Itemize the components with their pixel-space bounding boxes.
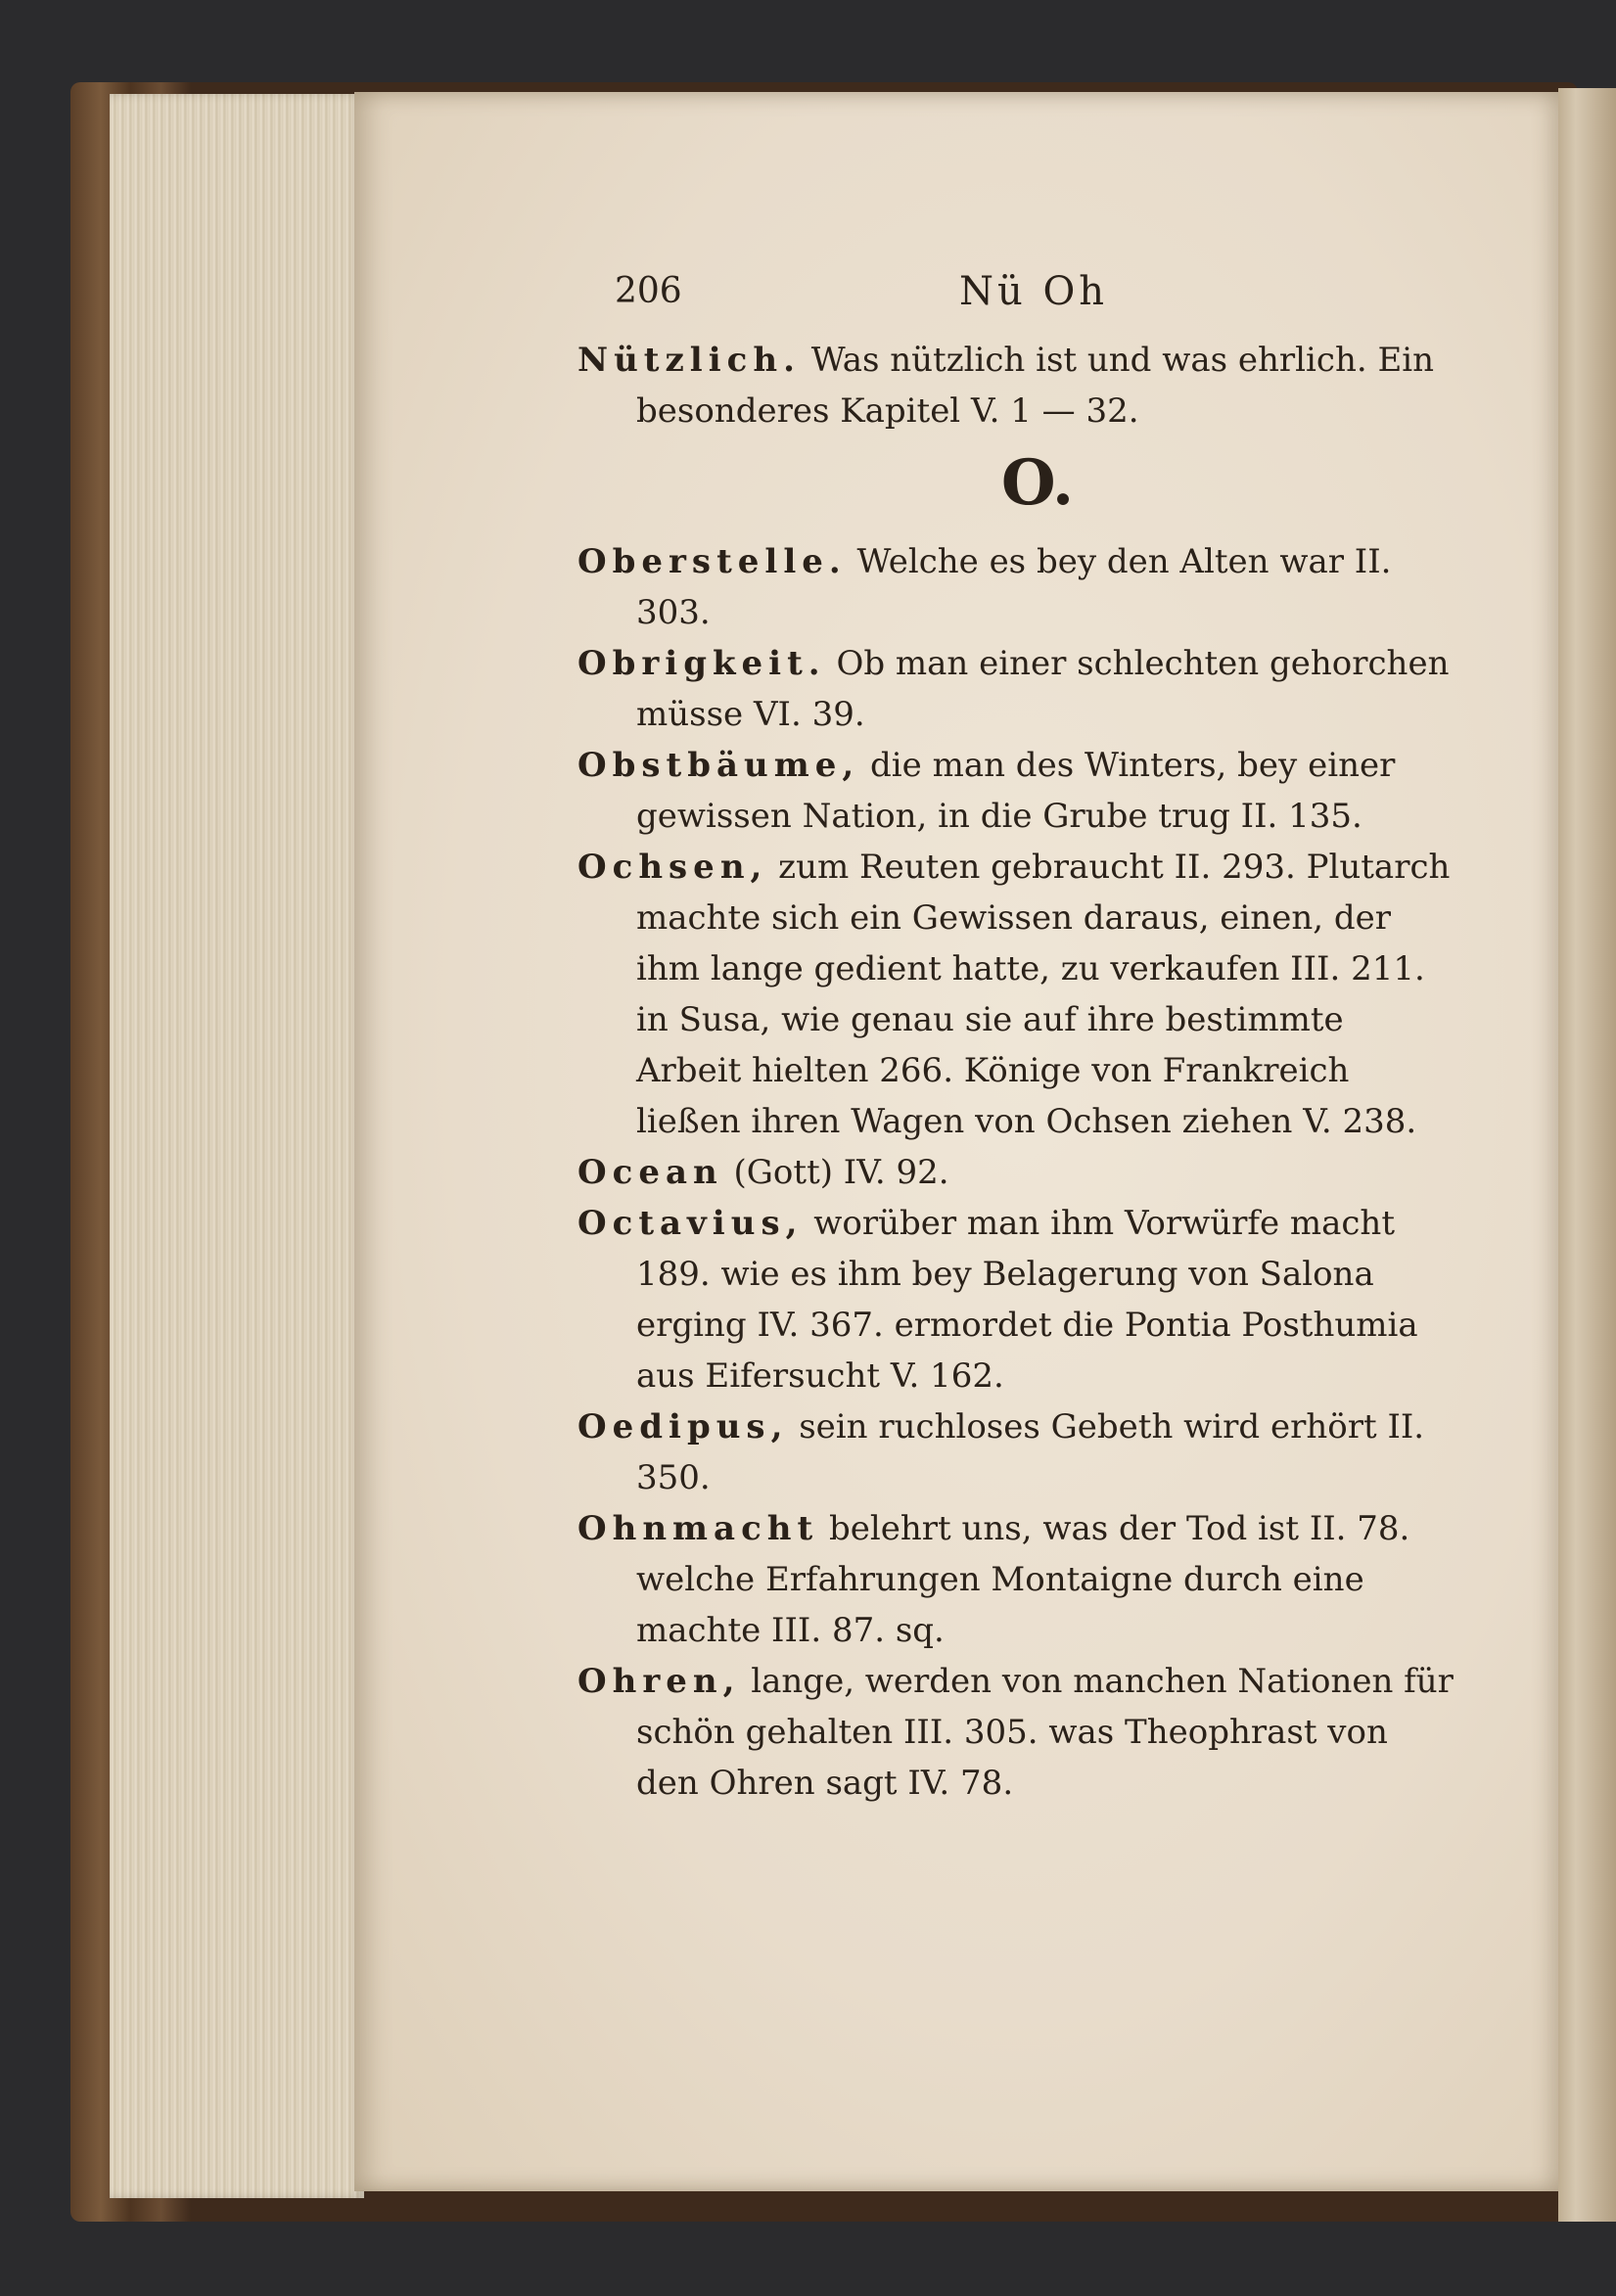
entry-text: Was nützlich ist und was ehrlich. Ein besonderes Kapitel V. 1 — 32.	[636, 341, 1435, 431]
index-entry	[577, 1503, 1458, 1656]
index-entry	[577, 1401, 1458, 1503]
entry-lemma: Oberstelle.	[577, 542, 847, 581]
index-entry	[577, 1147, 1458, 1198]
page-number: 206	[615, 271, 682, 311]
entry-text: belehrt uns, was der Tod ist II. 78. welche Erfahrungen Montaigne durch eine machte III. 87. sq.	[636, 1509, 1410, 1650]
entry-text: worüber man ihm Vorwürfe macht 189. wie es ihm bey Belagerung von Salona erging IV. 367. ermordet die Pontia Posthumia aus Eifersucht V. 162.	[636, 1204, 1418, 1396]
entry-lemma: Ohnmacht	[577, 1509, 819, 1548]
entry-lemma: Obrigkeit.	[577, 644, 826, 683]
index-entry	[577, 740, 1458, 842]
index-entry	[577, 1198, 1458, 1401]
entry-lemma: Ochsen,	[577, 848, 768, 887]
entry-text: Ob man einer schlechten gehorchen müsse VI. 39.	[636, 644, 1450, 734]
index-entry	[577, 335, 1458, 436]
entry-text: sein ruchloses Gebeth wird erhört II. 350.	[636, 1407, 1425, 1497]
index-entry	[577, 842, 1458, 1147]
entry-lemma: Obstbäume,	[577, 746, 860, 785]
entry-text: (Gott) IV. 92.	[722, 1153, 949, 1192]
entry-text: die man des Winters, bey einer gewissen Nation, in die Grube trug II. 135.	[636, 746, 1396, 836]
entry-text: lange, werden von manchen Nationen für schön gehalten III. 305. was Theophrast von den Ohren sagt IV. 78.	[636, 1662, 1454, 1803]
index-entry	[577, 638, 1458, 740]
entry-lemma: Oedipus,	[577, 1407, 789, 1446]
page-header	[577, 266, 1458, 335]
page-stack-edge	[110, 94, 364, 2198]
entry-text: Welche es bey den Alten war II. 303.	[636, 542, 1392, 632]
entry-lemma: Octavius,	[577, 1204, 804, 1243]
entry-lemma: Ocean	[577, 1153, 723, 1192]
index-entry	[577, 1656, 1458, 1809]
entry-lemma: Ohren,	[577, 1662, 741, 1701]
entry-text: zum Reuten gebraucht II. 293. Plutarch machte sich ein Gewissen daraus, einen, der ihm lange gedient hatte, zu verkaufen III. 211. in Susa, wie genau sie auf ihre bestimmte Arbeit hielten 266. Könige von Frankreich ließen ihren Wagen von Ochsen ziehen V. 238.	[636, 848, 1451, 1141]
letter-heading: O.	[1000, 446, 1075, 520]
page-text	[577, 266, 1458, 1809]
entry-lemma: Nützlich.	[577, 341, 801, 380]
index-entry	[577, 536, 1458, 638]
running-head: Nü Oh	[959, 269, 1109, 314]
facing-page-edge	[1558, 88, 1616, 2222]
